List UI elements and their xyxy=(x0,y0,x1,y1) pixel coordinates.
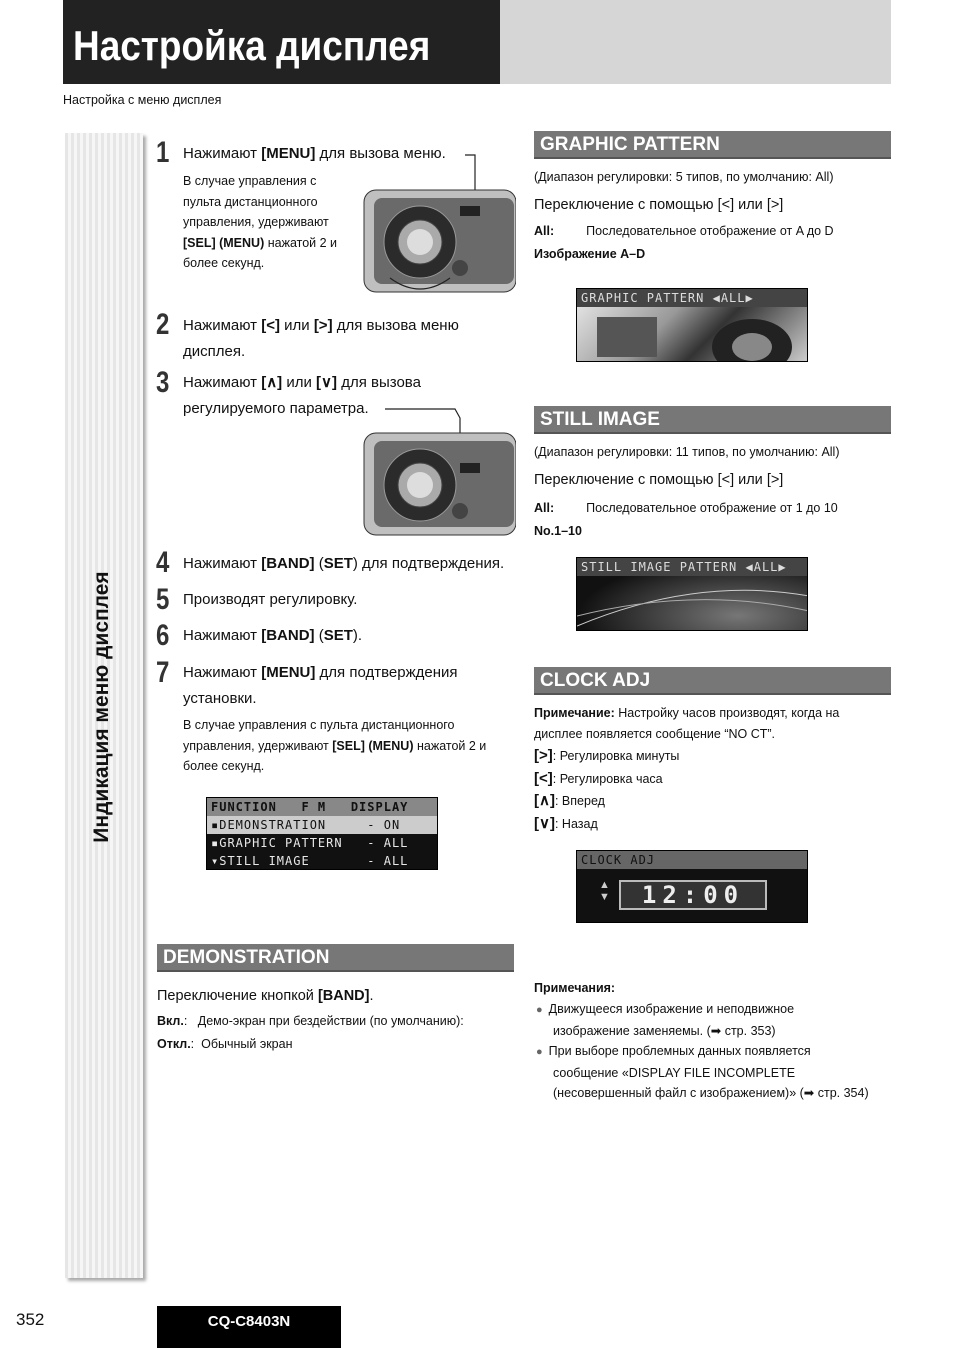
step-text: Производят регулировку. xyxy=(183,591,358,608)
page-subtitle: Настройка с меню дисплея xyxy=(63,93,222,107)
step-text: Нажимают [MENU] для вызова меню. xyxy=(183,145,446,162)
section-header-still-image: STILL IMAGE xyxy=(534,406,891,434)
step-number: 2 xyxy=(156,308,170,341)
page-number: 352 xyxy=(16,1310,45,1329)
demo-switch-text: Переключение кнопкой [BAND]. xyxy=(157,988,374,1004)
graphic-range: (Диапазон регулировки: 5 типов, по умолчанию: All) xyxy=(534,170,834,184)
head-unit-illustration xyxy=(360,150,516,295)
step-text: Нажимают [MENU] для подтверждения установки. xyxy=(183,664,458,707)
up-down-arrows-icon: ▲ ▼ xyxy=(599,879,610,903)
graphic-pattern-lcd: GRAPHIC PATTERN ◀ALL▶ xyxy=(576,288,808,362)
still-range: (Диапазон регулировки: 11 типов, по умолчанию: All) xyxy=(534,445,840,459)
step-text: Нажимают [<] или [>] для вызова меню дисплея. xyxy=(183,317,459,360)
step-number: 6 xyxy=(156,619,170,652)
clock-key-list: [>]: Регулировка минуты [<]: Регулировка часа [∧]: Вперед [∨]: Назад xyxy=(534,747,680,832)
section-header-clock-adj: CLOCK ADJ xyxy=(534,667,891,695)
side-tab-label: Индикация меню дисплея xyxy=(90,571,113,843)
still-image-lcd: STILL IMAGE PATTERN ◀ALL▶ xyxy=(576,557,808,631)
step-number: 3 xyxy=(156,366,170,399)
demo-on-row: Вкл.: Демо-экран при бездействии (по умолчанию): xyxy=(157,1014,464,1028)
step-note: В случае управления с пульта дистанционного управления, удерживают [SEL] (MENU) нажатой 2 и более секунд. xyxy=(183,174,338,270)
page-title: Настройка дисплея xyxy=(73,22,431,69)
notes-title: Примечания: xyxy=(534,981,616,995)
car-wheel-image xyxy=(577,307,808,362)
title-bar-extension xyxy=(500,0,891,84)
graphic-switch: Переключение с помощью [<] или [>] xyxy=(534,197,784,213)
step-text: Нажимают [∧] или [∨] для вызова регулируемого параметра. xyxy=(183,374,421,417)
demo-off-row: Откл.: Обычный экран xyxy=(157,1037,293,1051)
head-unit-illustration xyxy=(360,403,516,538)
step-note: В случае управления с пульта дистанционного управления, удерживают [SEL] (MENU) нажатой 2 и более секунд. xyxy=(183,718,487,773)
clock-note: Примечание: Настройку часов производят, когда на дисплее появляется сообщение “NO CT”. xyxy=(534,706,840,741)
light-streaks-image xyxy=(577,576,808,631)
step-number: 1 xyxy=(156,136,170,169)
graphic-all-row: All: Последовательное отображение от A до D xyxy=(534,224,834,238)
graphic-images: Изображение A–D xyxy=(534,247,646,261)
clock-adj-lcd: CLOCK ADJ ▲ ▼ 12:00 xyxy=(576,850,808,923)
section-header-demonstration: DEMONSTRATION xyxy=(157,944,514,972)
step-number: 5 xyxy=(156,583,170,616)
still-switch: Переключение с помощью [<] или [>] xyxy=(534,472,784,488)
step-number: 4 xyxy=(156,546,170,579)
step-text: Нажимают [BAND] (SET). xyxy=(183,627,363,644)
still-numbers: No.1–10 xyxy=(534,524,582,538)
model-badge: CQ-C8403N xyxy=(157,1306,341,1348)
clock-time: 12:00 xyxy=(619,880,767,910)
step-text: Нажимают [BAND] (SET) для подтверждения. xyxy=(183,555,505,572)
notes-list: ● Движущееся изображение и неподвижное изображение заменяемы. (➡ стр. 353) ● При выборе проблемных данных появляется сообщение «DISPLAY FILE INCOMPLETE (несовершенный файл с изображением)» (➡ стр. 354) xyxy=(536,999,869,1104)
title-bar xyxy=(63,0,500,84)
still-all-row: All: Последовательное отображение от 1 до 10 xyxy=(534,501,838,515)
step-number: 7 xyxy=(156,656,170,689)
section-header-graphic-pattern: GRAPHIC PATTERN xyxy=(534,131,891,159)
menu-lcd-display: FUNCTION F M DISPLAY ▪DEMONSTRATION - ON ▪GRAPHIC PATTERN - ALL ▾STILL IMAGE - ALL xyxy=(206,797,438,870)
